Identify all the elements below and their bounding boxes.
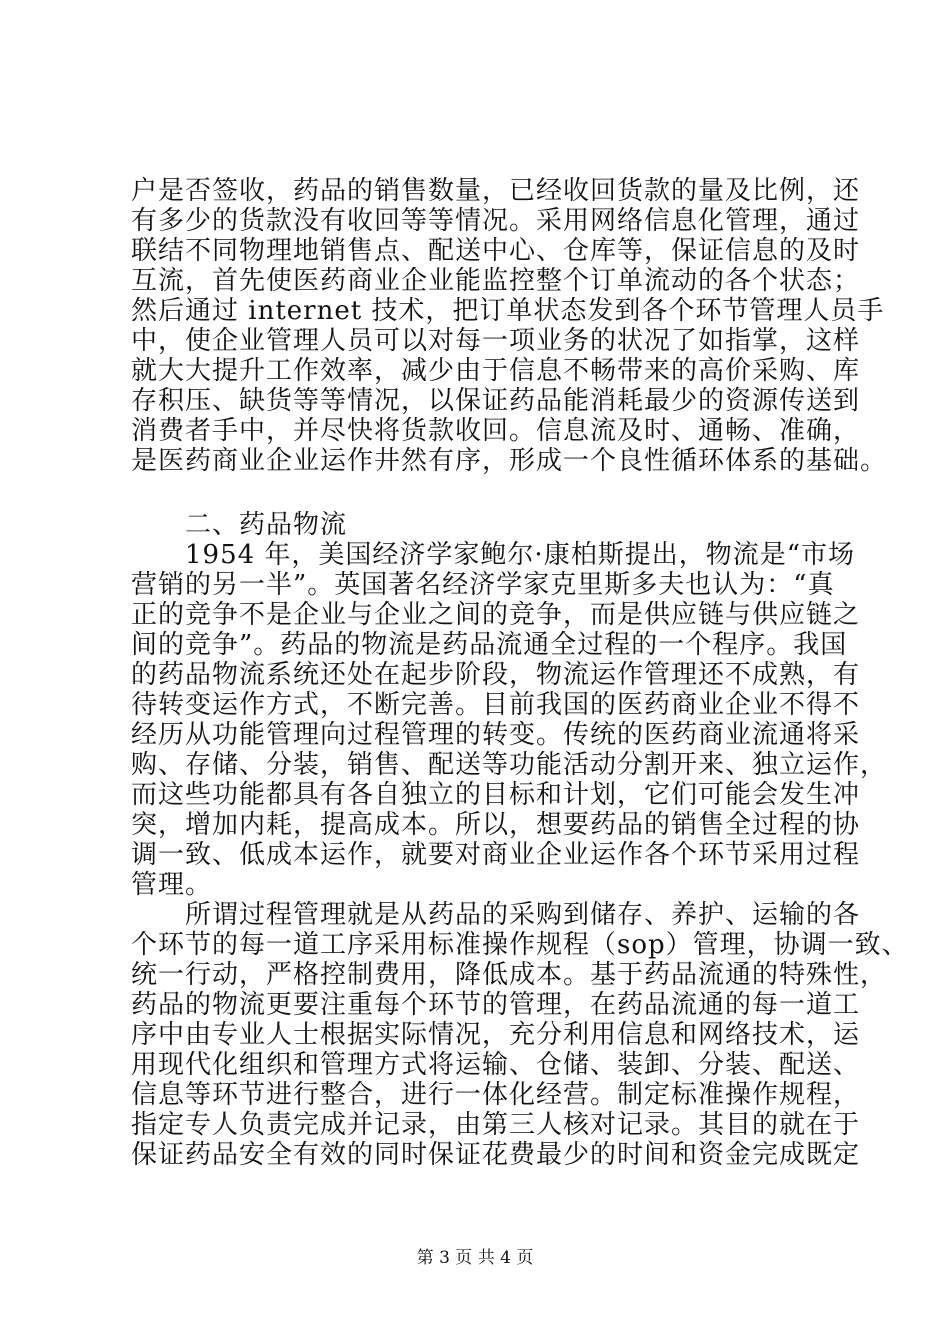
text-line: 营销的另一半”。英国著名经济学家克里斯多夫也认为：“真 bbox=[131, 570, 835, 600]
section-heading: 二、药品物流 bbox=[131, 510, 348, 540]
text-line: 存积压、缺货等等情况，以保证药品能消耗最少的资源传送到 bbox=[131, 386, 861, 416]
text-line: 而这些功能都具有各自独立的目标和计划，它们可能会发生冲 bbox=[131, 780, 861, 810]
text-line: 保证药品安全有效的同时保证花费最少的时间和资金完成既定 bbox=[131, 1140, 861, 1170]
text-line: 是医药商业企业运作井然有序，形成一个良性循环体系的基础。 bbox=[131, 446, 888, 476]
text-line: 1954 年，美国经济学家鲍尔·康柏斯提出，物流是“市场 bbox=[131, 540, 855, 570]
text-line: 联结不同物理地销售点、配送中心、仓库等，保证信息的及时 bbox=[131, 236, 861, 266]
paragraph-info-flow bbox=[131, 176, 888, 476]
text-line: 调一致、低成本运作，就要对商业企业运作各个环节采用过程 bbox=[131, 840, 861, 870]
text-line: 消费者手中，并尽快将货款收回。信息流及时、通畅、准确， bbox=[131, 416, 861, 446]
text-line: 突，增加内耗，提高成本。所以，想要药品的销售全过程的协 bbox=[131, 810, 861, 840]
text-line: 购、存储、分装，销售、配送等功能活动分割开来、独立运作， bbox=[131, 750, 888, 780]
text-line: 药品的物流更要注重每个环节的管理，在药品流通的每一道工 bbox=[131, 990, 861, 1020]
text-line: 指定专人负责完成并记录，由第三人核对记录。其目的就在于 bbox=[131, 1110, 861, 1140]
text-line: 序中由专业人士根据实际情况，充分利用信息和网络技术，运 bbox=[131, 1020, 861, 1050]
text-line: 中，使企业管理人员可以对每一项业务的状况了如指掌，这样 bbox=[131, 326, 861, 356]
text-line: 个环节的每一道工序采用标准操作规程（sop）管理，协调一致、 bbox=[131, 930, 909, 960]
text-line: 经历从功能管理向过程管理的转变。传统的医药商业流通将采 bbox=[131, 720, 861, 750]
text-line: 统一行动，严格控制费用，降低成本。基于药品流通的特殊性， bbox=[131, 960, 888, 990]
paragraph-spacer bbox=[131, 476, 831, 510]
text-line: 然后通过 internet 技术，把订单状态发到各个环节管理人员手 bbox=[131, 296, 885, 326]
text-line: 户是否签收，药品的销售数量，已经收回货款的量及比例，还 bbox=[131, 176, 861, 206]
text-line: 互流，首先使医药商业企业能监控整个订单流动的各个状态； bbox=[131, 266, 861, 296]
text-line: 用现代化组织和管理方式将运输、仓储、装卸、分装、配送、 bbox=[131, 1050, 861, 1080]
text-line: 所谓过程管理就是从药品的采购到储存、养护、运输的各 bbox=[131, 900, 861, 930]
text-line: 信息等环节进行整合，进行一体化经营。制定标准操作规程， bbox=[131, 1080, 861, 1110]
text-line: 管理。 bbox=[131, 870, 213, 900]
paragraph-logistics-intro bbox=[131, 540, 888, 900]
text-line: 正的竞争不是企业与企业之间的竞争，而是供应链与供应链之 bbox=[131, 600, 861, 630]
text-line: 就大大提升工作效率，减少由于信息不畅带来的高价采购、库 bbox=[131, 356, 861, 386]
text-line: 待转变运作方式，不断完善。目前我国的医药商业企业不得不 bbox=[131, 690, 861, 720]
text-line: 间的竞争”。药品的物流是药品流通全过程的一个程序。我国 bbox=[131, 630, 848, 660]
document-body bbox=[131, 176, 909, 1170]
text-line: 有多少的货款没有收回等等情况。采用网络信息化管理，通过 bbox=[131, 206, 861, 236]
page-number-footer: 第 3 页 共 4 页 bbox=[416, 1248, 534, 1268]
paragraph-process-management bbox=[131, 900, 909, 1170]
text-line: 的药品物流系统还处在起步阶段，物流运作管理还不成熟，有 bbox=[131, 660, 861, 690]
